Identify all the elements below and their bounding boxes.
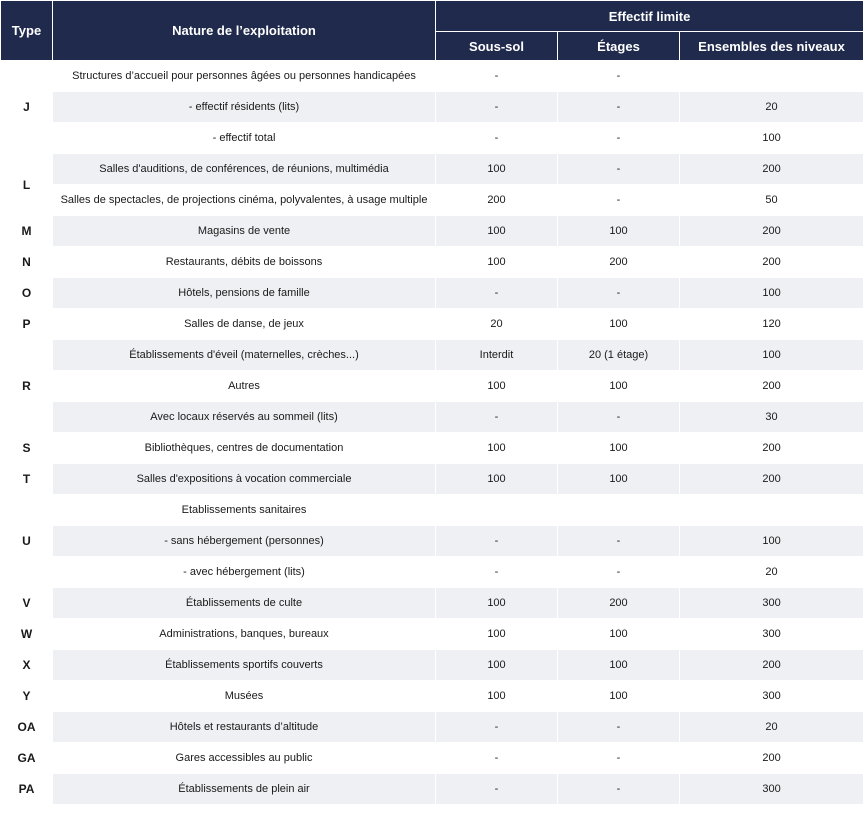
ensembles-cell: 200 [680,216,863,247]
sous-sol-cell: 100 [436,247,558,278]
type-cell: Y [1,681,53,712]
type-cell: X [1,650,53,681]
type-cell: GA [1,743,53,774]
nature-cell: Avec locaux réservés au sommeil (lits) [53,402,436,433]
nature-cell: Établissements de culte [53,588,436,619]
nature-cell: Salles d'expositions à vocation commerciale [53,464,436,495]
nature-cell: Salles d'auditions, de conférences, de réunions, multimédia [53,154,436,185]
sous-sol-cell: - [436,557,558,588]
ensembles-cell: 200 [680,464,863,495]
sous-sol-cell: - [436,61,558,92]
etages-cell: - [558,185,680,216]
type-cell: T [1,464,53,495]
sous-sol-cell: 100 [436,650,558,681]
etages-cell: 100 [558,681,680,712]
etages-cell: - [558,557,680,588]
table-row [1,526,863,557]
nature-cell: Etablissements sanitaires [53,495,436,526]
nature-cell: Administrations, banques, bureaux [53,619,436,650]
table-row [1,92,863,123]
type-cell: PA [1,774,53,805]
nature-cell: Structures d’accueil pour personnes âgées ou personnes handicapées [53,61,436,92]
ensembles-cell [680,495,863,526]
sous-sol-cell: - [436,712,558,743]
type-cell: M [1,216,53,247]
ensembles-cell: 50 [680,185,863,216]
table-row [1,464,863,495]
type-cell: N [1,247,53,278]
nature-cell: Restaurants, débits de boissons [53,247,436,278]
etages-cell: 100 [558,309,680,340]
table-row [1,650,863,681]
type-cell: V [1,588,53,619]
table-row [1,495,863,526]
ensembles-cell: 200 [680,154,863,185]
ensembles-cell [680,61,863,92]
etages-cell: - [558,123,680,154]
nature-cell: Gares accessibles au public [53,743,436,774]
table-row [1,340,863,371]
nature-cell: Bibliothèques, centres de documentation [53,433,436,464]
ensembles-cell: 300 [680,588,863,619]
etages-cell: 20 (1 étage) [558,340,680,371]
nature-cell: Établissements de plein air [53,774,436,805]
ensembles-cell: 300 [680,681,863,712]
table-row [1,216,863,247]
table-row [1,278,863,309]
sous-sol-cell: 100 [436,681,558,712]
table-row [1,154,863,185]
etages-cell: 100 [558,371,680,402]
etages-cell: 100 [558,464,680,495]
etages-cell [558,495,680,526]
nature-cell: - effectif total [53,123,436,154]
table-row [1,61,863,92]
ensembles-cell: 20 [680,92,863,123]
sous-sol-cell: - [436,402,558,433]
type-cell: U [1,495,53,588]
ensembles-cell: 100 [680,123,863,154]
table-row [1,774,863,805]
etages-cell: 200 [558,247,680,278]
sous-sol-cell: 200 [436,185,558,216]
table-row [1,743,863,774]
sous-sol-cell: - [436,743,558,774]
table-row [1,557,863,588]
etages-cell: - [558,712,680,743]
sous-sol-cell: - [436,526,558,557]
header-sous-sol: Sous-sol [436,32,558,61]
ensembles-cell: 100 [680,340,863,371]
ensembles-cell: 200 [680,743,863,774]
ensembles-cell: 300 [680,619,863,650]
sous-sol-cell: 100 [436,588,558,619]
ensembles-cell: 300 [680,774,863,805]
sous-sol-cell: - [436,92,558,123]
etages-cell: 200 [558,588,680,619]
ensembles-cell: 100 [680,278,863,309]
etages-cell: - [558,743,680,774]
nature-cell: Magasins de vente [53,216,436,247]
header-type: Type [1,1,53,61]
etages-cell: - [558,278,680,309]
sous-sol-cell: 100 [436,216,558,247]
header-etages: Étages [558,32,680,61]
etages-cell: 100 [558,650,680,681]
nature-cell: Hôtels et restaurants d’altitude [53,712,436,743]
table-row [1,309,863,340]
ensembles-cell: 200 [680,371,863,402]
ensembles-cell: 20 [680,712,863,743]
table-row [1,247,863,278]
sous-sol-cell [436,495,558,526]
sous-sol-cell: - [436,123,558,154]
type-cell: P [1,309,53,340]
nature-cell: - avec hébergement (lits) [53,557,436,588]
nature-cell: - effectif résidents (lits) [53,92,436,123]
etages-cell: - [558,61,680,92]
table-row [1,371,863,402]
ensembles-cell: 200 [680,247,863,278]
table-row [1,681,863,712]
ensembles-cell: 30 [680,402,863,433]
sous-sol-cell: 100 [436,464,558,495]
etages-cell: 100 [558,433,680,464]
header-ensembles: Ensembles des niveaux [680,32,863,61]
type-cell: R [1,340,53,433]
header-nature: Nature de l’exploitation [53,1,436,61]
table-body [1,61,863,805]
nature-cell: Hôtels, pensions de famille [53,278,436,309]
type-cell: O [1,278,53,309]
etages-cell: - [558,402,680,433]
type-cell: S [1,433,53,464]
type-cell: W [1,619,53,650]
table-row [1,123,863,154]
nature-cell: Salles de spectacles, de projections cinéma, polyvalentes, à usage multiple [53,185,436,216]
ensembles-cell: 100 [680,526,863,557]
nature-cell: Musées [53,681,436,712]
etages-cell: - [558,154,680,185]
ensembles-cell: 200 [680,650,863,681]
sous-sol-cell: 100 [436,619,558,650]
nature-cell: - sans hébergement (personnes) [53,526,436,557]
type-cell: OA [1,712,53,743]
sous-sol-cell: 100 [436,154,558,185]
table-row [1,433,863,464]
nature-cell: Établissements d'éveil (maternelles, crèches...) [53,340,436,371]
sous-sol-cell: 100 [436,433,558,464]
sous-sol-cell: - [436,774,558,805]
table-row [1,588,863,619]
nature-cell: Autres [53,371,436,402]
ensembles-cell: 20 [680,557,863,588]
header-effectif-limite: Effectif limite [436,1,863,32]
sous-sol-cell: 20 [436,309,558,340]
nature-cell: Salles de danse, de jeux [53,309,436,340]
ensembles-cell: 120 [680,309,863,340]
table-row [1,712,863,743]
sous-sol-cell: Interdit [436,340,558,371]
sous-sol-cell: 100 [436,371,558,402]
ensembles-cell: 200 [680,433,863,464]
etages-cell: - [558,526,680,557]
table-row [1,402,863,433]
type-cell: L [1,154,53,216]
table-row [1,619,863,650]
type-cell: J [1,61,53,154]
etages-cell: - [558,774,680,805]
sous-sol-cell: - [436,278,558,309]
etages-cell: 100 [558,216,680,247]
table-row [1,185,863,216]
etages-cell: - [558,92,680,123]
etages-cell: 100 [558,619,680,650]
nature-cell: Établissements sportifs couverts [53,650,436,681]
